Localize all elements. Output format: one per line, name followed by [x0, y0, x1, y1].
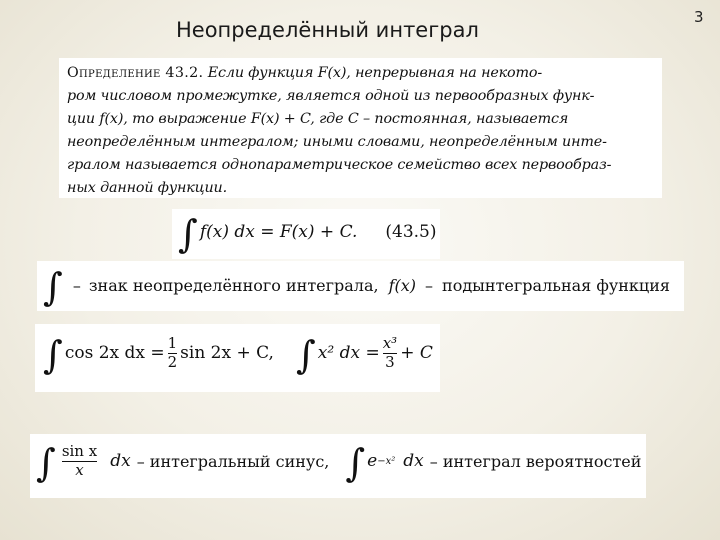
- definition-label: Определение 43.2.: [67, 65, 204, 81]
- definition-line: [67, 62, 656, 85]
- legend-text: подынтегральная функция: [442, 275, 670, 295]
- definition-text: где: [319, 111, 344, 127]
- definition-text: то выражение: [132, 111, 247, 127]
- legend-math: f(x): [388, 275, 417, 295]
- formula-rhs: sin 2x + C,: [180, 343, 274, 363]
- formula-rhs: + C: [400, 343, 433, 363]
- integral-sign: ∫: [345, 441, 366, 485]
- formula-lhs: cos 2x dx =: [64, 343, 165, 363]
- exponent-base: e: [367, 451, 378, 471]
- formula-notation-legend: [37, 261, 684, 311]
- slide-title: Неопределённый интеграл: [176, 18, 479, 42]
- integral-sign: ∫: [36, 441, 56, 485]
- integral-sign: ∫: [178, 212, 198, 256]
- formula-lhs: x² dx =: [317, 343, 380, 363]
- legend-text: знак неопределённого интеграла,: [88, 275, 379, 295]
- fraction-numerator: x³: [382, 334, 398, 353]
- definition-line: гралом называется однопараметрическое семейство всех первообраз-: [67, 157, 612, 173]
- formula-tag: (43.5): [385, 222, 437, 242]
- dash: –: [72, 275, 81, 295]
- integral-sign: ∫: [295, 333, 316, 377]
- formula-expression: f(x) dx = F(x) + C.: [199, 222, 358, 242]
- fraction-denominator: x: [75, 460, 84, 479]
- definition-math: F(x),: [317, 65, 351, 81]
- fraction-numerator: 1: [167, 334, 178, 353]
- differential: dx: [403, 451, 424, 471]
- fraction-numerator: sin x: [61, 442, 98, 461]
- definition-math: f(x),: [99, 111, 128, 127]
- integral-name: – интегральный синус,: [136, 451, 330, 471]
- fraction-denominator: 3: [385, 352, 395, 371]
- slide-number: 3: [694, 8, 704, 26]
- differential: dx: [110, 451, 131, 471]
- fraction: [383, 335, 397, 371]
- integral-sign: ∫: [43, 265, 63, 309]
- exponent: −x²: [377, 455, 396, 467]
- fraction: [62, 443, 97, 479]
- dash: –: [425, 275, 434, 295]
- definition-line: [67, 108, 656, 131]
- fraction-denominator: 2: [167, 352, 178, 371]
- definition-text: непрерывная на некото-: [355, 65, 543, 81]
- definition-line: ром числовом промежутке, является одной из первообразных функ-: [67, 88, 595, 104]
- integral-sign: ∫: [43, 333, 63, 377]
- definition-text: Если функция: [207, 65, 314, 81]
- definition-box: [59, 58, 662, 198]
- definition-math: C: [347, 111, 359, 127]
- fraction: [168, 335, 178, 371]
- definition-text: ции: [67, 111, 95, 127]
- formula-special-integrals: [30, 434, 646, 498]
- formula-examples: [35, 324, 440, 392]
- definition-text: – постоянная, называется: [363, 111, 569, 127]
- definition-line: неопределённым интегралом; иными словами, неопределённым инте-: [67, 134, 607, 150]
- definition-line: ных данной функции.: [67, 180, 227, 196]
- formula-indefinite-integral: [172, 209, 440, 259]
- integral-name: – интеграл вероятностей: [429, 451, 642, 471]
- definition-math: F(x) + C,: [250, 111, 315, 127]
